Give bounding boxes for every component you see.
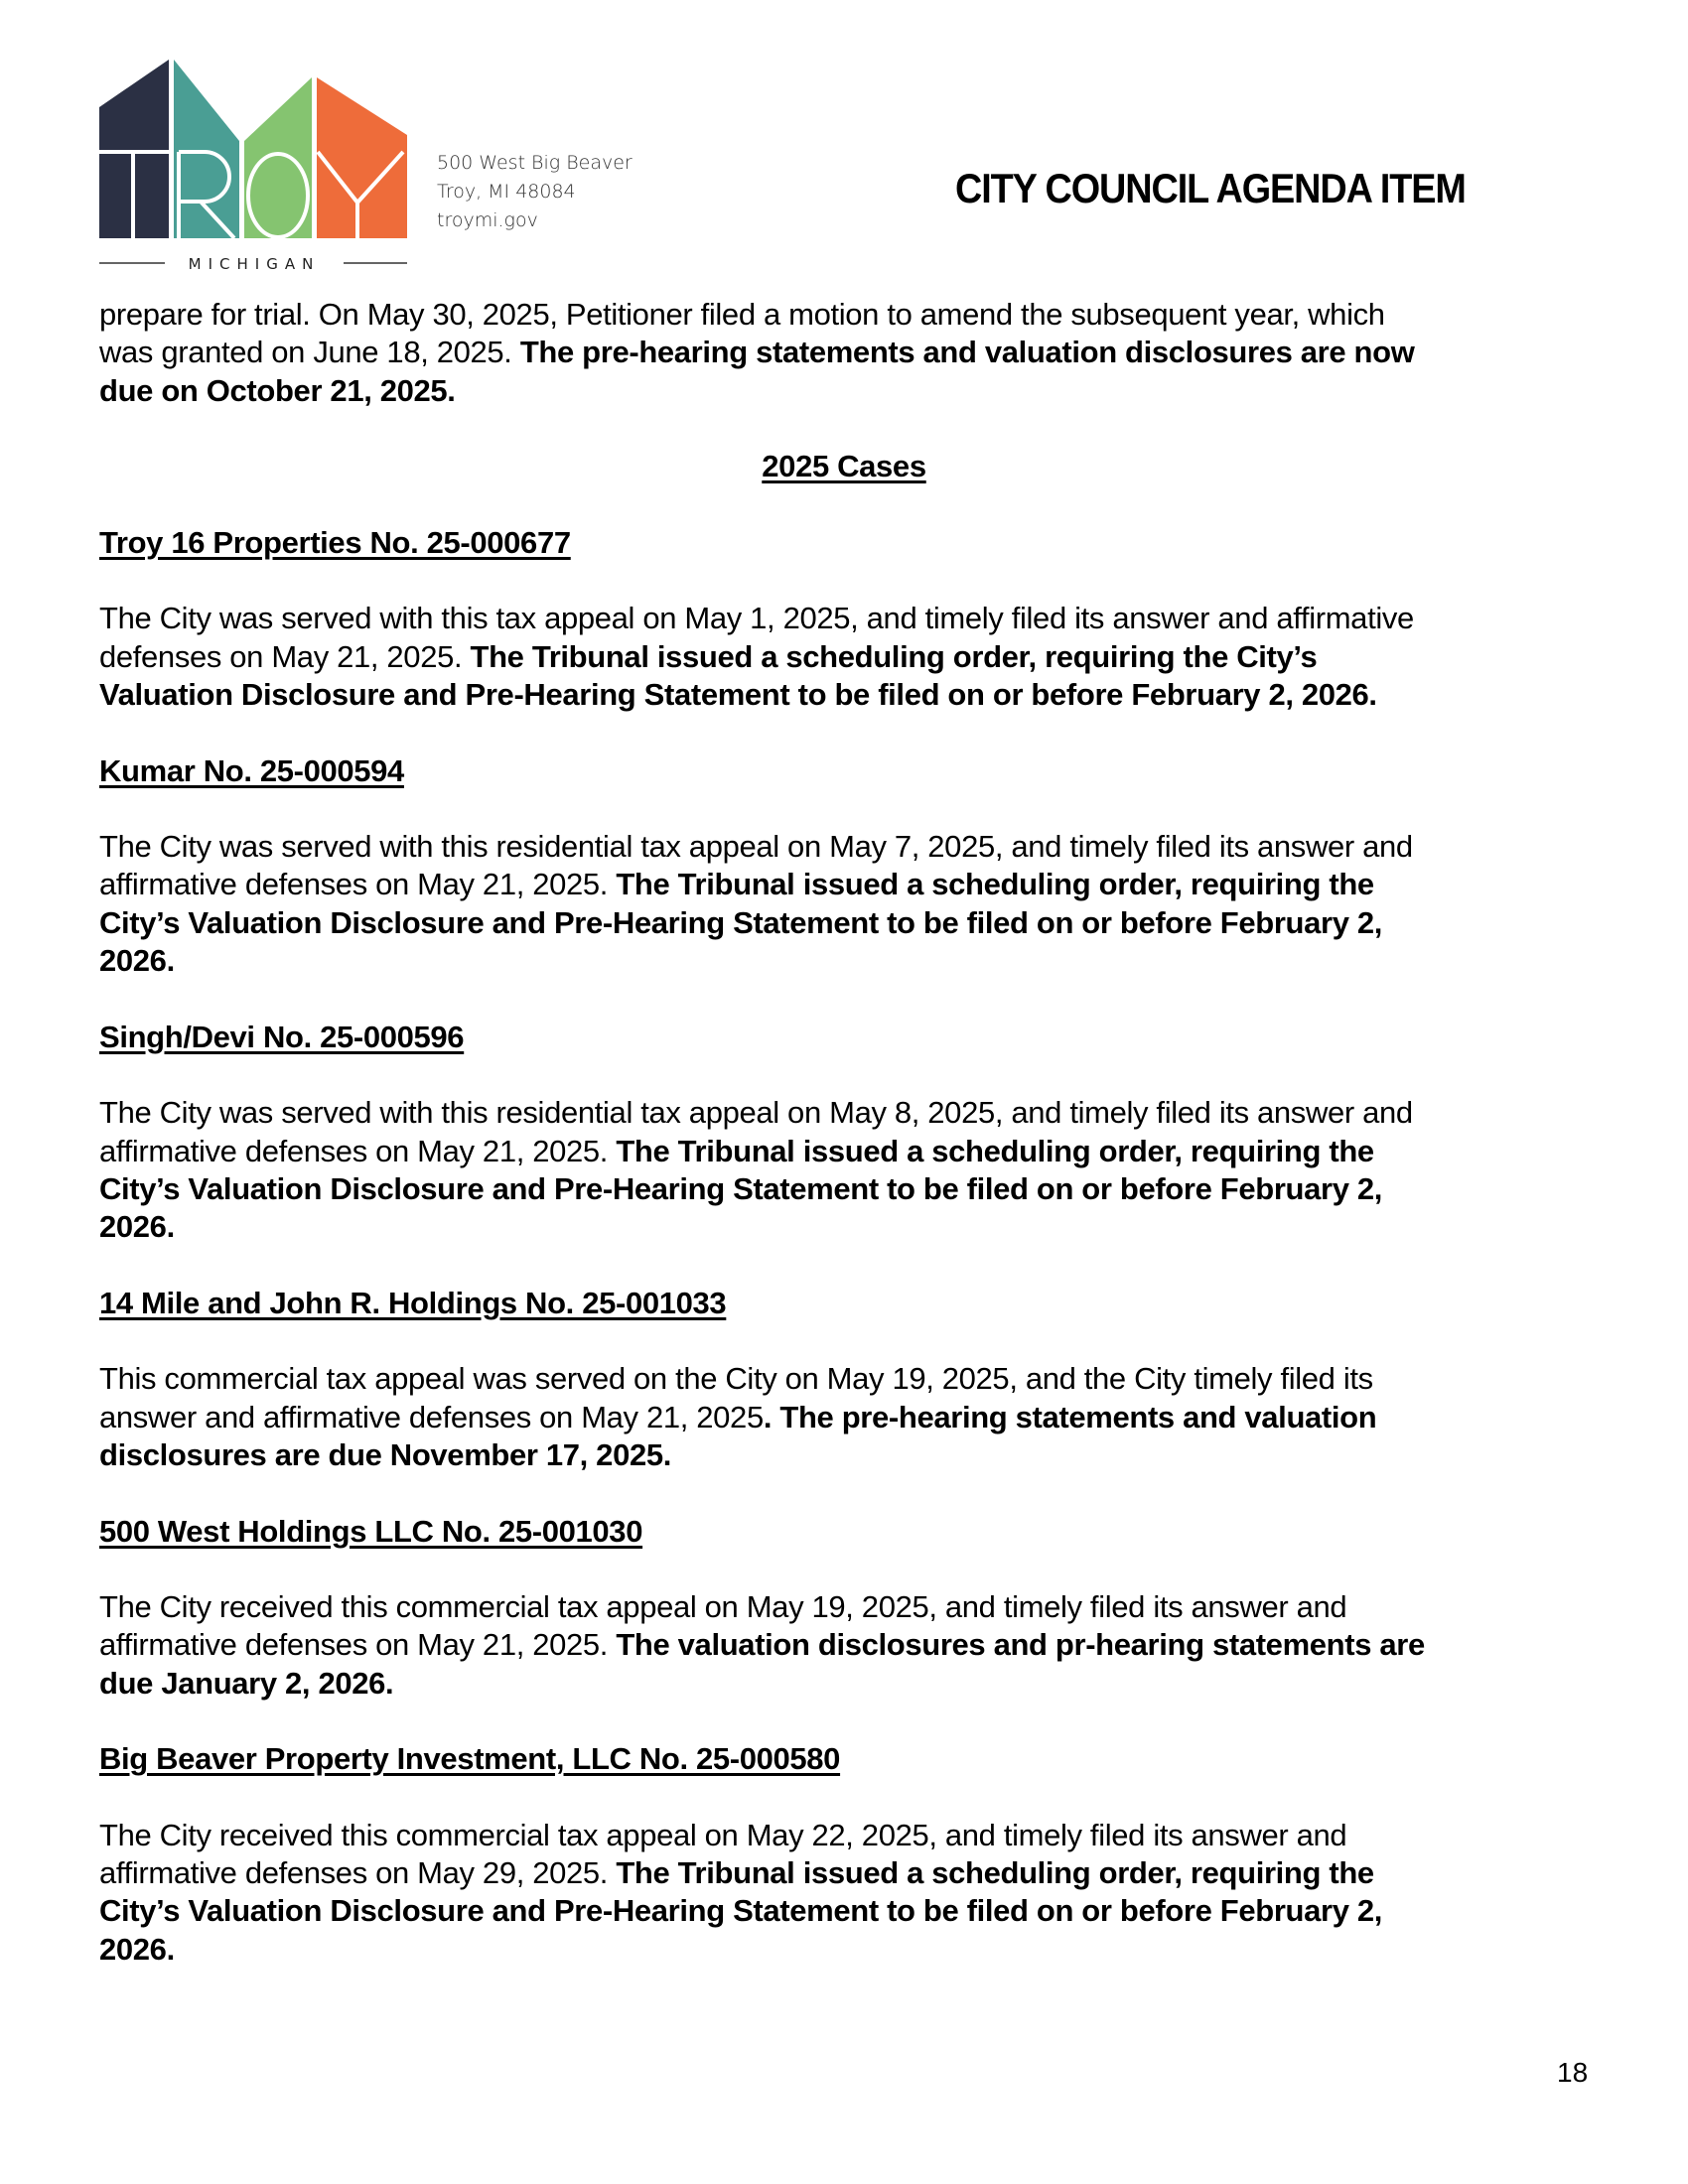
case-entry bbox=[99, 752, 1589, 1019]
intro-line bbox=[99, 334, 1589, 371]
case-line bbox=[99, 676, 1589, 714]
bold-text: The valuation disclosures and pr-hearing statements are bbox=[616, 1627, 1425, 1663]
document-title: CITY COUNCIL AGENDA ITEM bbox=[955, 165, 1466, 211]
case-line bbox=[99, 1133, 1589, 1170]
bold-text: 2026. bbox=[99, 943, 175, 979]
body-text: The City received this commercial tax appeal on May 19, 2025, and timely filed its answer and bbox=[99, 1589, 1347, 1625]
bold-text: disclosures are due November 17, 2025. bbox=[99, 1436, 672, 1472]
bold-text: City’s Valuation Disclosure and Pre-Hearing Statement to be filed on or before February 2, bbox=[99, 1170, 1383, 1206]
body-text: This commercial tax appeal was served on the City on May 19, 2025, and the City timely filed its bbox=[99, 1361, 1373, 1397]
bold-text: due January 2, 2026. bbox=[99, 1665, 394, 1701]
bold-text: 2026. bbox=[99, 1931, 175, 1967]
logo-orange-panel bbox=[317, 77, 407, 238]
case-entry bbox=[99, 1513, 1589, 1741]
case-list bbox=[99, 524, 1589, 1969]
bold-text: City’s Valuation Disclosure and Pre-Hearing Statement to be filed on or before February 2, bbox=[99, 904, 1383, 940]
case-line bbox=[99, 1817, 1589, 1854]
case-entry bbox=[99, 1285, 1589, 1513]
intro-line bbox=[99, 372, 1589, 410]
logo-teal-panel bbox=[174, 60, 239, 238]
bold-text: The Tribunal issued a scheduling order, requiring the City’s bbox=[470, 638, 1318, 674]
body-text: The City was served with this tax appeal on May 1, 2025, and timely filed its answer and affirmative bbox=[99, 601, 1414, 636]
bold-text: due on October 21, 2025. bbox=[99, 372, 456, 408]
case-line bbox=[99, 828, 1589, 866]
section-heading: 2025 Cases bbox=[762, 449, 926, 484]
case-paragraph bbox=[99, 1094, 1589, 1246]
body-text: affirmative defenses on May 21, 2025. bbox=[99, 1133, 617, 1168]
bold-text: The Tribunal issued a scheduling order, requiring the bbox=[616, 1855, 1374, 1891]
case-heading: Singh/Devi No. 25-000596 bbox=[99, 1019, 465, 1054]
case-line bbox=[99, 1588, 1589, 1626]
case-heading: Troy 16 Properties No. 25-000677 bbox=[99, 524, 571, 560]
body-text: affirmative defenses on May 29, 2025. bbox=[99, 1855, 617, 1891]
case-entry bbox=[99, 1019, 1589, 1285]
case-line bbox=[99, 1436, 1589, 1474]
case-paragraph bbox=[99, 1588, 1589, 1703]
intro-line bbox=[99, 296, 1589, 334]
address-street: 500 West Big Beaver bbox=[437, 152, 633, 174]
intro-paragraph bbox=[99, 296, 1589, 410]
page-number: 18 bbox=[1557, 2057, 1589, 2088]
case-paragraph bbox=[99, 1360, 1589, 1474]
bold-text: The pre-hearing statements and valuation disclosures are now bbox=[519, 335, 1415, 370]
body-text: answer and affirmative defenses on May 21, 2025 bbox=[99, 1399, 764, 1434]
logo-green-panel bbox=[244, 77, 312, 238]
case-line bbox=[99, 600, 1589, 637]
case-entry bbox=[99, 524, 1589, 752]
body-text: The City was served with this residential tax appeal on May 8, 2025, and timely filed its answer and bbox=[99, 1095, 1413, 1131]
body-text: defenses on May 21, 2025. bbox=[99, 638, 471, 674]
case-line bbox=[99, 1892, 1589, 1930]
case-paragraph bbox=[99, 828, 1589, 980]
body-text: The City received this commercial tax appeal on May 22, 2025, and timely filed its answer and bbox=[99, 1817, 1347, 1852]
bold-text: . The pre-hearing statements and valuation bbox=[763, 1399, 1377, 1434]
case-line bbox=[99, 1170, 1589, 1208]
case-line bbox=[99, 1208, 1589, 1246]
bold-text: City’s Valuation Disclosure and Pre-Hearing Statement to be filed on or before February 2, bbox=[99, 1893, 1383, 1929]
bold-text: Valuation Disclosure and Pre-Hearing Statement to be filed on or before February 2, 2026. bbox=[99, 676, 1377, 712]
bold-text: 2026. bbox=[99, 1209, 175, 1245]
case-line bbox=[99, 904, 1589, 942]
case-line bbox=[99, 1931, 1589, 1969]
body-text: prepare for trial. On May 30, 2025, Petitioner filed a motion to amend the subsequent year, which bbox=[99, 297, 1385, 332]
case-heading: Big Beaver Property Investment, LLC No. 25-000580 bbox=[99, 1741, 841, 1777]
case-paragraph bbox=[99, 1817, 1589, 1969]
case-heading: 500 West Holdings LLC No. 25-001030 bbox=[99, 1513, 643, 1549]
logo-subtitle: MICHIGAN bbox=[188, 255, 321, 273]
case-line bbox=[99, 1094, 1589, 1132]
bold-text: The Tribunal issued a scheduling order, requiring the bbox=[616, 867, 1374, 902]
city-address bbox=[437, 149, 633, 235]
case-paragraph bbox=[99, 600, 1589, 714]
case-line bbox=[99, 638, 1589, 676]
case-entry bbox=[99, 1740, 1589, 1969]
troy-logo bbox=[97, 56, 415, 274]
case-line bbox=[99, 942, 1589, 980]
case-heading: 14 Mile and John R. Holdings No. 25-001033 bbox=[99, 1285, 727, 1320]
body-text: affirmative defenses on May 21, 2025. bbox=[99, 867, 617, 902]
case-line bbox=[99, 866, 1589, 903]
troy-logo-icon bbox=[97, 56, 415, 274]
document-body bbox=[99, 296, 1589, 1969]
bold-text: The Tribunal issued a scheduling order, requiring the bbox=[616, 1133, 1374, 1168]
body-text: affirmative defenses on May 21, 2025. bbox=[99, 1627, 617, 1663]
case-line bbox=[99, 1360, 1589, 1398]
case-line bbox=[99, 1399, 1589, 1436]
address-website: troymi.gov bbox=[437, 209, 538, 231]
case-line bbox=[99, 1665, 1589, 1703]
case-line bbox=[99, 1626, 1589, 1664]
case-line bbox=[99, 1854, 1589, 1892]
body-text: was granted on June 18, 2025. bbox=[99, 335, 520, 370]
case-heading: Kumar No. 25-000594 bbox=[99, 752, 404, 788]
address-city: Troy, MI 48084 bbox=[437, 181, 576, 203]
body-text: The City was served with this residential tax appeal on May 7, 2025, and timely filed its answer and bbox=[99, 829, 1413, 865]
